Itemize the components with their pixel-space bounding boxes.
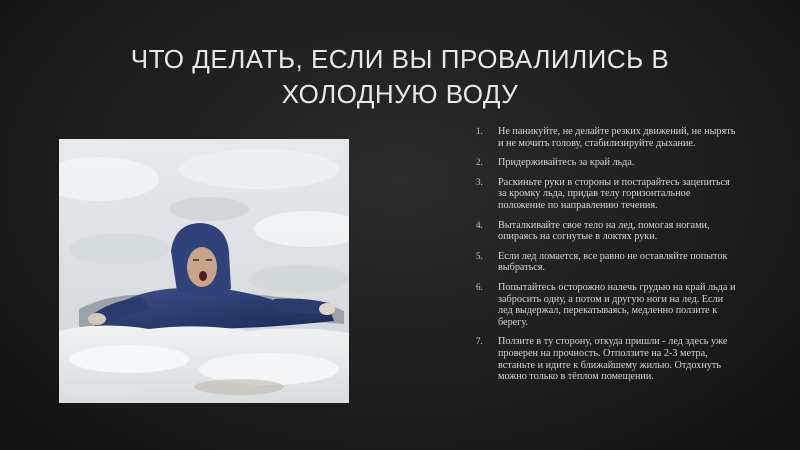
step-number: 3. [476, 176, 483, 187]
step-text: Ползите в ту сторону, откуда пришли - лед здесь уже проверен на прочность. Отползите на 2-3 метра, встаньте и идите к ближайшему жилью. Отдохнуть можно только в тёплом помещении. [498, 336, 728, 383]
list-item [476, 157, 740, 169]
list-item [476, 336, 740, 382]
step-number: 7. [476, 336, 483, 347]
list-item [476, 126, 740, 149]
slide-title: ЧТО ДЕЛАТЬ, ЕСЛИ ВЫ ПРОВАЛИЛИСЬ В ХОЛОДНУЮ ВОДУ [130, 44, 670, 109]
step-text: Не паникуйте, не делайте резких движений, не нырять и не мочить голову, стабилизируйте дыхание. [498, 126, 736, 149]
step-text: Если лед ломается, все равно не оставляйте попыток выбраться. [498, 250, 728, 274]
safety-steps-list [476, 126, 740, 391]
list-item [476, 177, 740, 212]
step-number: 5. [476, 250, 483, 261]
step-number: 4. [476, 219, 483, 230]
step-text: Выталкивайте свое тело на лед, помогая ногами, опираясь на согнутые в локтях руки. [498, 219, 710, 243]
step-text: Раскиньте руки в стороны и постарайтесь зацепиться за кромку льда, придав телу горизонтальное положение по направлению течения. [498, 176, 730, 211]
step-text: Попытайтесь осторожно налечь грудью на край льда и забросить одну, а потом и другую ноги на лед. Если лед выдержал, перекатываясь, медленно ползите к берегу. [498, 281, 736, 328]
list-item [476, 220, 740, 243]
step-number: 2. [476, 157, 483, 168]
step-number: 1. [476, 126, 483, 136]
step-number: 6. [476, 281, 483, 292]
step-text: Придерживайтесь за край льда. [498, 157, 635, 169]
list-item [476, 251, 740, 274]
list-item [476, 282, 740, 328]
ice-rescue-photo [59, 139, 349, 403]
